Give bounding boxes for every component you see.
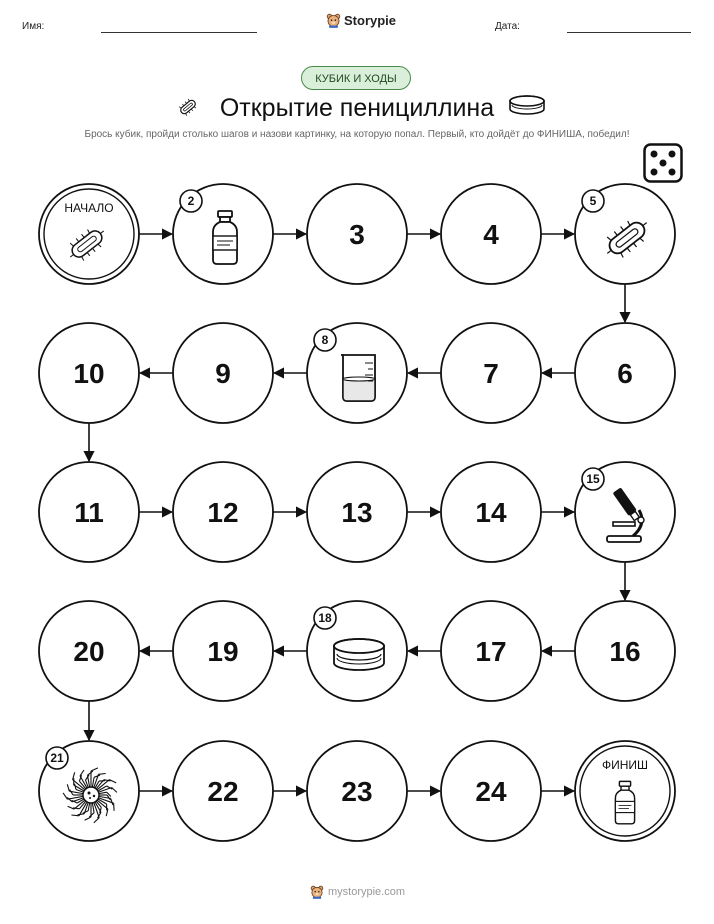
board-cell[interactable]: [307, 184, 407, 284]
board-cell[interactable]: [173, 741, 273, 841]
board-cell[interactable]: [39, 601, 139, 701]
cell-number: 4: [483, 219, 499, 250]
board-cell[interactable]: [575, 462, 675, 562]
board-cell[interactable]: [441, 741, 541, 841]
cell-number-badge: [180, 190, 202, 212]
footer: [310, 885, 405, 899]
cell-number: 24: [475, 776, 507, 807]
beaker-icon: [341, 355, 375, 401]
petri-dish-icon: [334, 639, 384, 670]
board-cell[interactable]: [39, 741, 139, 841]
game-type-badge: КУБИК И ХОДЫ: [301, 66, 411, 90]
cell-number: 5: [589, 194, 597, 208]
cell-number-badge: [314, 329, 336, 351]
footer-url[interactable]: mystorypie.com: [328, 886, 406, 898]
cell-number: 6: [617, 358, 633, 389]
board-cell[interactable]: [307, 741, 407, 841]
cell-number: 23: [341, 776, 373, 807]
cell-number: 10: [73, 358, 105, 389]
board-cell[interactable]: [39, 462, 139, 562]
instructions-text: Брось кубик, пройди столько шагов и назови картинку, на которую попал. Первый, кто дойдёт до ФИНИША, победил!: [84, 129, 630, 140]
cell-number: 12: [207, 497, 239, 528]
board-cell[interactable]: [307, 601, 407, 701]
cell-number-badge: [314, 607, 336, 629]
start-label: НАЧАЛО: [64, 201, 114, 215]
cell-number: 8: [321, 333, 329, 347]
board-cell[interactable]: [39, 323, 139, 423]
bear-mascot-icon: [310, 885, 324, 899]
board-cell[interactable]: [173, 601, 273, 701]
board-cells: [39, 184, 675, 841]
cell-number: 21: [50, 751, 64, 765]
cell-number: 15: [586, 472, 600, 486]
start-cell[interactable]: [39, 184, 139, 284]
board-cell[interactable]: [307, 323, 407, 423]
finish-label: ФИНИШ: [601, 758, 649, 772]
cell-number-badge: [46, 747, 68, 769]
cell-number: 7: [483, 358, 499, 389]
cell-number: 18: [318, 611, 332, 625]
board-cell[interactable]: [307, 462, 407, 562]
board-cell[interactable]: [173, 184, 273, 284]
board-cell[interactable]: [441, 184, 541, 284]
brand-name: Storypie: [344, 13, 397, 28]
board-cell[interactable]: [173, 462, 273, 562]
board-cell[interactable]: [575, 184, 675, 284]
page-title: Открытие пенициллина: [219, 94, 495, 122]
name-label: Имя:: [22, 21, 45, 32]
board-cell[interactable]: [441, 601, 541, 701]
board-cell[interactable]: [575, 601, 675, 701]
cell-number: 11: [74, 497, 104, 528]
cell-number: 13: [341, 497, 373, 528]
board-cell[interactable]: [173, 323, 273, 423]
cell-number: 14: [475, 497, 507, 528]
cell-number: 22: [207, 776, 239, 807]
cell-number: 2: [187, 194, 195, 208]
board-cell[interactable]: [441, 323, 541, 423]
finish-cell[interactable]: [575, 741, 675, 841]
cell-number: 20: [73, 636, 105, 667]
cell-number: 9: [215, 358, 231, 389]
cell-number-badge: [582, 190, 604, 212]
board-cell[interactable]: [575, 323, 675, 423]
cell-number: 16: [609, 636, 641, 667]
cell-number-badge: [582, 468, 604, 490]
board-cell[interactable]: [441, 462, 541, 562]
cell-number: 17: [475, 636, 507, 667]
date-label: Дата:: [495, 21, 520, 32]
cell-number: 3: [349, 219, 365, 250]
cell-number: 19: [207, 636, 239, 667]
